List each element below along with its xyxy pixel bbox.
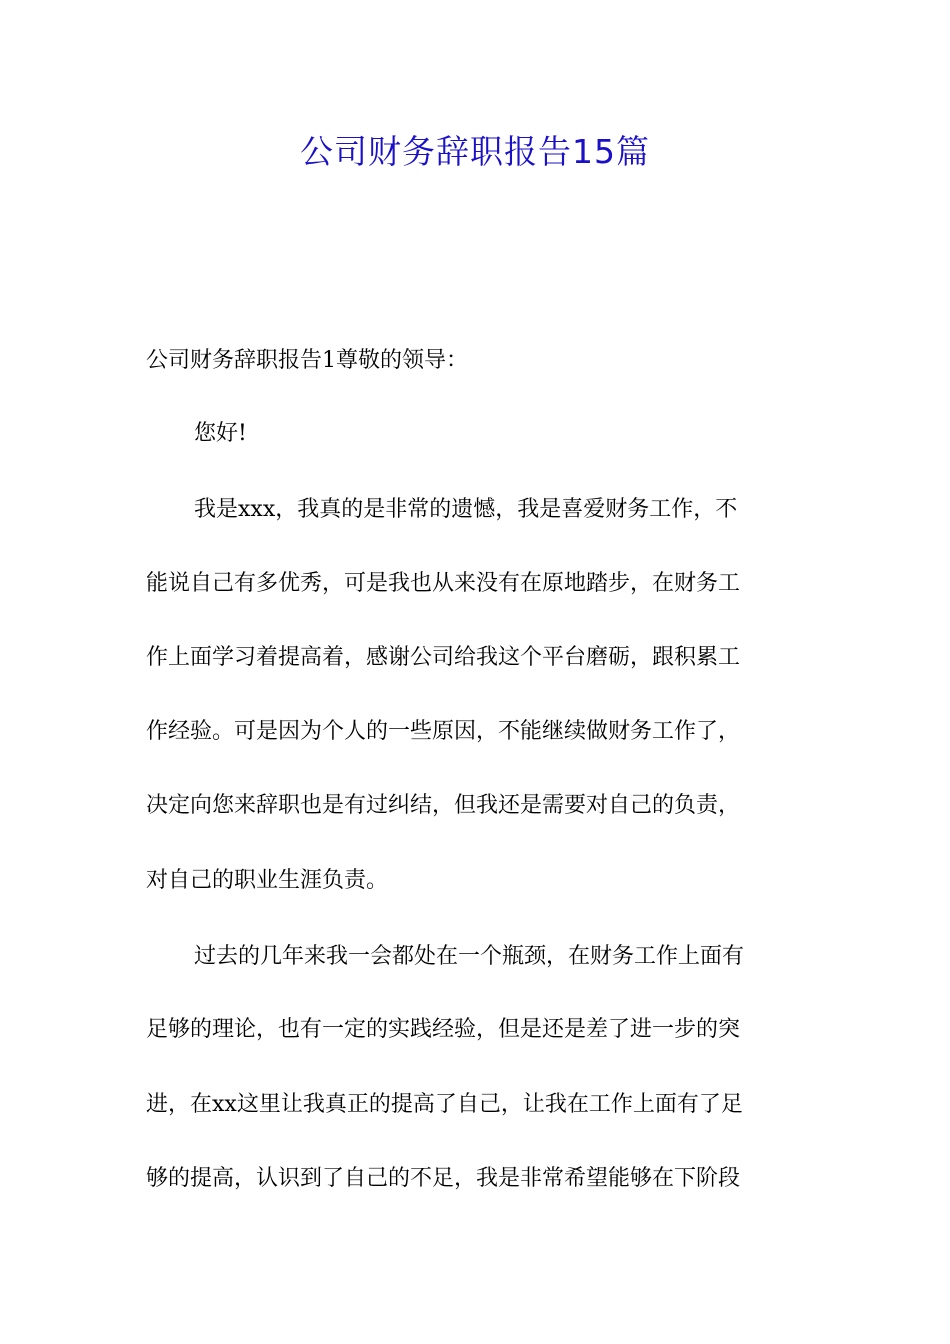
paragraph-line: 您好! [194, 421, 247, 446]
paragraph-line: 作上面学习着提高着，感谢公司给我这个平台磨砺，跟积累工 [146, 645, 741, 670]
paragraph-line: 够的提高，认识到了自己的不足，我是非常希望能够在下阶段 [146, 1166, 741, 1191]
document-title: 公司财务辞职报告15篇 [300, 132, 650, 171]
paragraph-line: 我是xxx，我真的是非常的遗憾，我是喜爱财务工作，不 [194, 497, 738, 522]
paragraph-line: 决定向您来辞职也是有过纠结，但我还是需要对自己的负责， [146, 793, 741, 818]
paragraph-line: 进，在xx这里让我真正的提高了自己，让我在工作上面有了足 [146, 1092, 743, 1117]
paragraph-line: 作经验。可是因为个人的一些原因，不能继续做财务工作了， [146, 719, 741, 744]
paragraph-line: 过去的几年来我一会都处在一个瓶颈，在财务工作上面有 [194, 944, 745, 969]
paragraph-line: 对自己的职业生涯负责。 [146, 868, 389, 893]
paragraph-line: 足够的理论，也有一定的实践经验，但是还是差了进一步的突 [146, 1017, 741, 1042]
paragraph-line: 公司财务辞职报告1尊敬的领导： [146, 348, 468, 373]
paragraph-line: 能说自己有多优秀，可是我也从来没有在原地踏步，在财务工 [146, 571, 741, 596]
